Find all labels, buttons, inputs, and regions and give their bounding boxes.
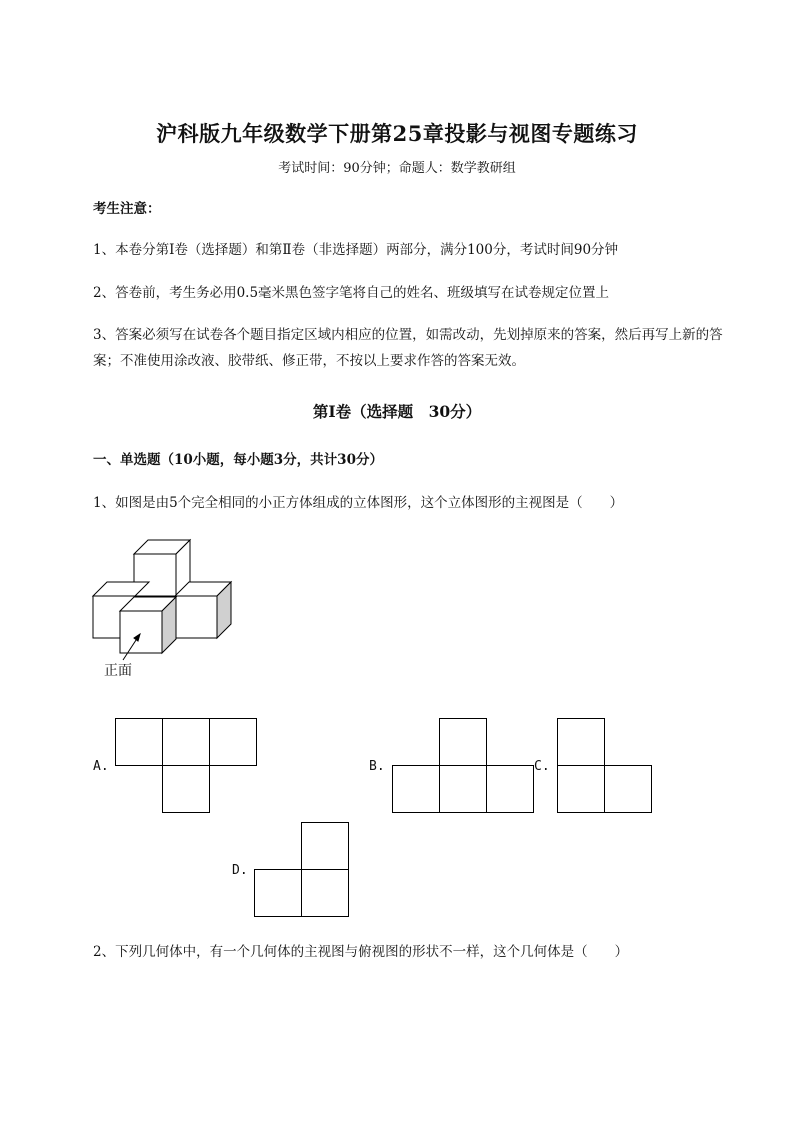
option-b-figure[interactable] [391, 717, 537, 815]
exam-info: 考试时间：90分钟；命题人：数学教研组 [278, 161, 516, 176]
notice-heading: 考生注意： [93, 201, 161, 217]
question-1-text: 1、如图是由5个完全相同的小正方体组成的立体图形，这个立体图形的主视图是（ ） [93, 495, 624, 511]
page-title: 沪科版九年级数学下册第25章投影与视图专题练习 [156, 121, 638, 146]
option-a-figure[interactable] [114, 717, 260, 815]
front-label: 正面 [104, 663, 132, 679]
notice-item-3: 3、答案必须写在试卷各个题目指定区域内相应的位置，如需改动，先划掉原来的答案，然后再写上新的答案；不准使用涂改液、胶带纸、修正带，不按以上要求作答的答案无效。 [93, 327, 723, 369]
notice-item-2: 2、答卷前，考生务必用0.5毫米黑色签字笔将自己的姓名、班级填写在试卷规定位置上 [93, 285, 610, 301]
option-d-figure[interactable] [253, 821, 352, 919]
option-a-label[interactable]: A. [93, 759, 109, 774]
option-c-label[interactable]: C. [534, 759, 550, 774]
section-title: 第I卷（选择题 30分） [312, 402, 482, 421]
option-b-label[interactable]: B. [369, 759, 385, 774]
part-heading: 一、单选题（10小题，每小题3分，共计30分） [93, 452, 383, 468]
option-c-figure[interactable] [556, 717, 655, 815]
notice-item-1: 1、本卷分第I卷（选择题）和第Ⅱ卷（非选择题）两部分，满分100分，考试时间90分钟 [93, 242, 619, 258]
question-2-text: 2、下列几何体中，有一个几何体的主视图与俯视图的形状不一样，这个几何体是（ ） [93, 944, 629, 960]
option-d-label[interactable]: D. [232, 863, 248, 878]
